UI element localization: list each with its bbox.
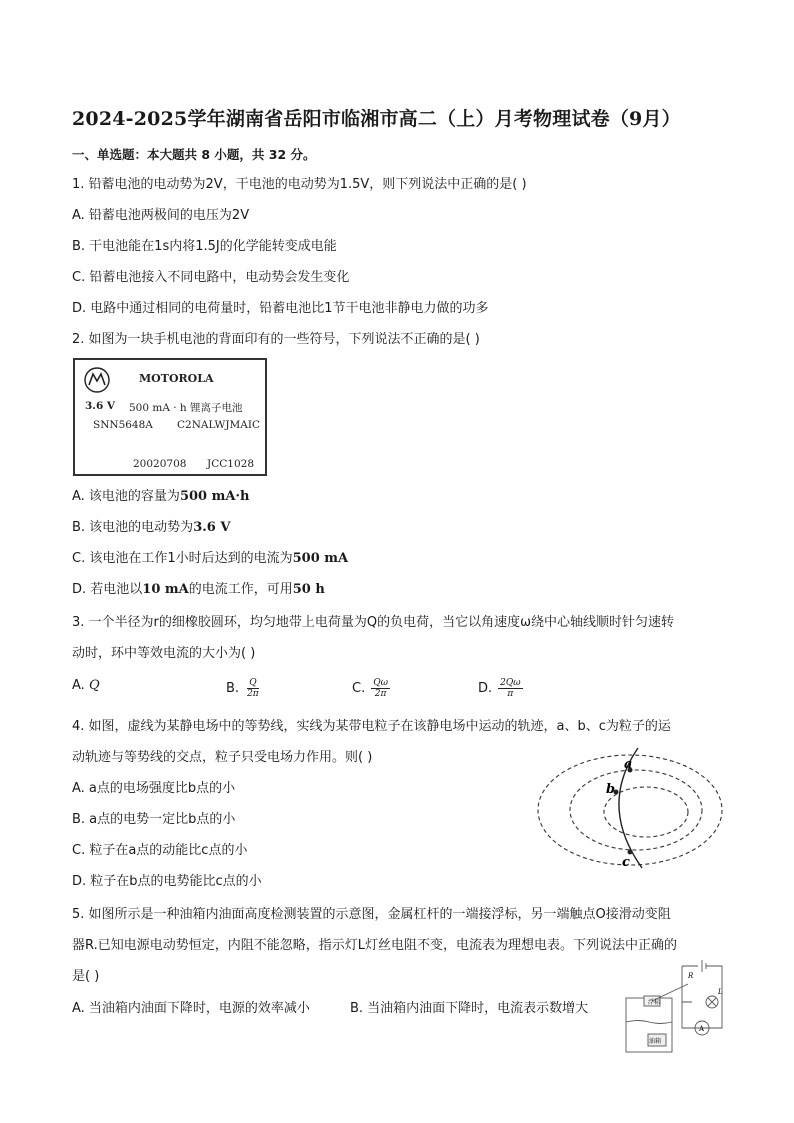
q3-stem-line2: 动时，环中等效电流的大小为( ) [72, 646, 256, 661]
oil-label: 油箱 [649, 1038, 662, 1045]
rheostat-label: R [688, 972, 694, 980]
equipotential-line-middle [570, 770, 702, 850]
point-a-label: a [624, 757, 633, 772]
q1-option-d: D. 电路中通过相同的电荷量时，铅蓄电池比1节干电池非静电力做的功多 [72, 301, 489, 316]
oil-surface [626, 1021, 672, 1024]
motorola-logo-icon [83, 366, 111, 394]
q1-option-c: C. 铅蓄电池接入不同电路中，电动势会发生变化 [72, 270, 350, 285]
q2-option-a: A. 该电池的容量为500 mA·h [72, 489, 250, 504]
equipotential-figure [530, 748, 730, 874]
point-c-label: c [622, 855, 630, 870]
lamp-cross [708, 998, 716, 1006]
q4-stem-line2: 动轨迹与等势线的交点，粒子只受电场力作用。则( ) [72, 750, 373, 765]
q3-option-c: C. $\frac{Q\omega}{2\pi}$ [352, 678, 388, 699]
oil-tank-circuit-figure [618, 956, 730, 1060]
q5-option-b: B. 当油箱内油面下降时，电流表示数增大 [350, 1001, 589, 1016]
label-brand: MOTOROLA [139, 372, 214, 385]
circuit-wire [682, 960, 722, 1028]
q3-option-b: B. $\frac{Q}{2\pi}$ [226, 678, 259, 699]
q4-option-a: A. a点的电场强度比b点的小 [72, 781, 236, 796]
label-voltage: 3.6 V [85, 400, 116, 412]
q5-option-a: A. 当油箱内油面下降时，电源的效率减小 [72, 1001, 310, 1016]
float-label: 浮标 [648, 999, 661, 1006]
q2-option-c: C. 该电池在工作1小时后达到的电流为500 mA [72, 551, 349, 566]
label-date: 20020708 [133, 458, 187, 470]
point-c-marker [628, 850, 633, 855]
q1-option-b: B. 干电池能在1s内将1.5J的化学能转变成电能 [72, 239, 337, 254]
q2-option-d: D. 若电池以10 mA的电流工作，可用50 h [72, 582, 325, 597]
label-code2: C2NALWJMAIC [177, 419, 261, 431]
q4-option-c: C. 粒子在a点的动能比c点的小 [72, 843, 248, 858]
q4-stem-line1: 4. 如图，虚线为某静电场中的等势线，实线为某带电粒子在该静电场中运动的轨迹，a、b、c为粒子的运 [72, 719, 671, 734]
q5-stem-line2: 器R.已知电源电动势恒定，内阻不能忽略，指示灯L灯丝电阻不变，电流表为理想电表。下列说法中正确的 [72, 938, 677, 953]
battery-label-figure [73, 358, 267, 476]
q2-option-b: B. 该电池的电动势为3.6 V [72, 520, 231, 535]
label-code3: JCC1028 [207, 458, 254, 470]
q4-option-d: D. 粒子在b点的电势能比c点的小 [72, 874, 262, 889]
q3-option-d: D. $\frac{2Q\omega}{\pi}$ [478, 678, 521, 699]
q5-stem-line1: 5. 如图所示是一种油箱内油面高度检测装置的示意图，金属杠杆的一端接浮标，另一端触点O接滑动变阻 [72, 907, 671, 922]
q5-stem-line3: 是( ) [72, 969, 100, 984]
equipotential-line-inner [604, 787, 688, 837]
section-heading: 一、单选题：本大题共 8 小题，共 32 分。 [72, 147, 316, 162]
label-code1: SNN5648A [93, 419, 153, 431]
q3-stem-line1: 3. 一个半径为r的细橡胶圆环，均匀地带上电荷量为Q的负电荷，当它以角速度ω绕中心轴线顺时针匀速转 [72, 615, 674, 630]
ammeter-label: A [699, 1025, 705, 1033]
q2-stem: 2. 如图为一块手机电池的背面印有的一些符号，下列说法不正确的是( ) [72, 332, 480, 347]
q1-option-a: A. 铅蓄电池两极间的电压为2V [72, 208, 250, 223]
label-capacity: 500 mA · h 锂离子电池 [129, 402, 243, 414]
lamp-label: L [718, 988, 723, 996]
page-title: 2024-2025学年湖南省岳阳市临湘市高二（上）月考物理试卷（9月） [72, 108, 681, 130]
q3-option-a: A. Q [72, 678, 100, 693]
point-b-label: b [606, 782, 616, 797]
q4-option-b: B. a点的电势一定比b点的小 [72, 812, 236, 827]
q1-stem: 1. 铅蓄电池的电动势为2V，干电池的电动势为1.5V，则下列说法中正确的是( ) [72, 177, 527, 192]
